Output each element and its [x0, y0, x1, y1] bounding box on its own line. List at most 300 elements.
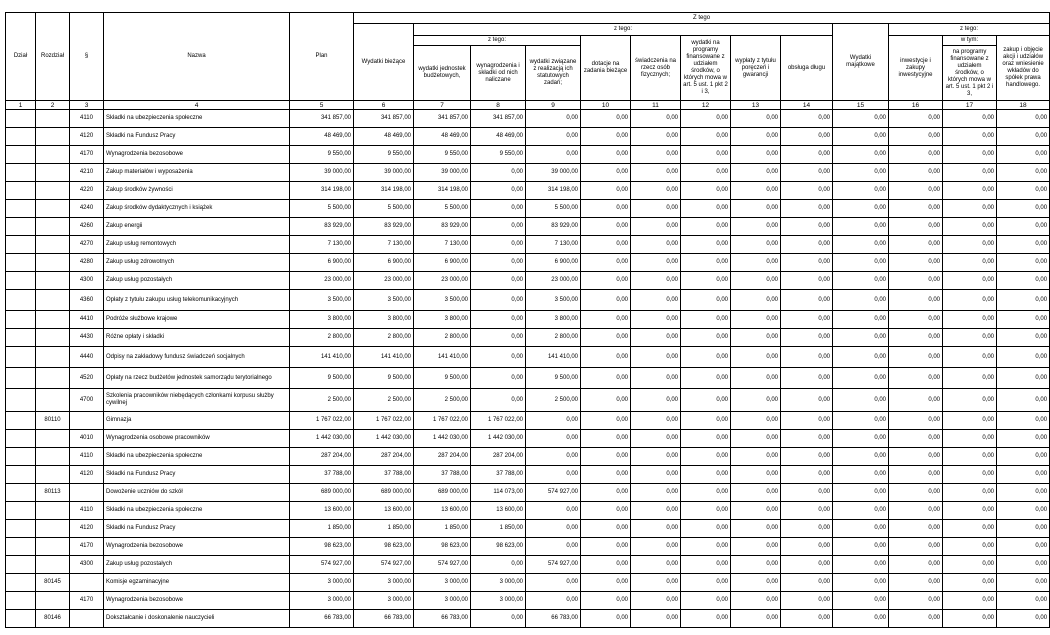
cell-wyplaty: 0,00 [731, 502, 781, 520]
cell-plan: 141 410,00 [290, 347, 354, 368]
cell-dzial [6, 610, 36, 628]
cell-nazwa: Dokształcanie i doskonalenie nauczycieli [104, 610, 290, 628]
cell-inwestycje: 0,00 [889, 484, 943, 502]
cell-programy-inwestycyjne: 0,00 [943, 412, 997, 430]
cell-wyplaty: 0,00 [731, 110, 781, 128]
cell-nazwa: Gimnazja [104, 412, 290, 430]
cell-paragraf: 4360 [70, 290, 104, 311]
cell-programy: 0,00 [681, 502, 731, 520]
cell-programy-inwestycyjne: 0,00 [943, 484, 997, 502]
cell-inwestycje: 0,00 [889, 290, 943, 311]
cell-dotacje: 0,00 [581, 538, 631, 556]
cell-inwestycje: 0,00 [889, 389, 943, 412]
cell-wydatki-statutowe: 0,00 [526, 520, 581, 538]
cell-dotacje: 0,00 [581, 254, 631, 272]
cell-dotacje: 0,00 [581, 218, 631, 236]
cell-rozdzial [36, 200, 70, 218]
column-number: 2 [36, 101, 70, 110]
table-row [6, 200, 1050, 218]
table-row [6, 311, 1050, 329]
cell-swiadczenia: 0,00 [631, 502, 681, 520]
header-programy: wydatki na programy finansowane z udziałem środków, o których mowa w art. 5 ust. 1 pkt 2 i 3, [681, 36, 731, 101]
cell-nazwa: Wynagrodzenia bezosobowe [104, 538, 290, 556]
cell-inwestycje: 0,00 [889, 200, 943, 218]
cell-akcje: 0,00 [997, 592, 1050, 610]
cell-programy-inwestycyjne: 0,00 [943, 574, 997, 592]
cell-rozdzial [36, 110, 70, 128]
cell-swiadczenia: 0,00 [631, 236, 681, 254]
cell-wyplaty: 0,00 [731, 128, 781, 146]
cell-programy: 0,00 [681, 484, 731, 502]
cell-inwestycje: 0,00 [889, 311, 943, 329]
cell-wydatki-biezace: 2 500,00 [354, 389, 414, 412]
cell-wynagrodzenia: 37 788,00 [471, 466, 526, 484]
cell-akcje: 0,00 [997, 254, 1050, 272]
cell-programy-inwestycyjne: 0,00 [943, 520, 997, 538]
cell-wydatki-jednostek: 341 857,00 [414, 110, 471, 128]
cell-wydatki-statutowe: 83 929,00 [526, 218, 581, 236]
cell-dotacje: 0,00 [581, 146, 631, 164]
cell-paragraf: 4110 [70, 448, 104, 466]
cell-paragraf: 4410 [70, 311, 104, 329]
cell-programy-inwestycyjne: 0,00 [943, 368, 997, 389]
cell-wydatki-biezace: 314 198,00 [354, 182, 414, 200]
cell-rozdzial [36, 218, 70, 236]
cell-swiadczenia: 0,00 [631, 290, 681, 311]
cell-wyplaty: 0,00 [731, 466, 781, 484]
column-number: 16 [889, 101, 943, 110]
cell-wydatki-majatkowe: 0,00 [833, 272, 889, 290]
cell-plan: 23 000,00 [290, 272, 354, 290]
column-number: 1 [6, 101, 36, 110]
cell-wydatki-statutowe: 0,00 [526, 128, 581, 146]
cell-akcje: 0,00 [997, 412, 1050, 430]
cell-wyplaty: 0,00 [731, 389, 781, 412]
table-body [6, 110, 1050, 628]
cell-plan: 37 788,00 [290, 466, 354, 484]
cell-wydatki-jednostek: 1 442 030,00 [414, 430, 471, 448]
cell-plan: 9 550,00 [290, 146, 354, 164]
cell-wydatki-biezace: 341 857,00 [354, 110, 414, 128]
cell-wydatki-biezace: 23 000,00 [354, 272, 414, 290]
cell-wydatki-biezace: 98 623,00 [354, 538, 414, 556]
cell-dotacje: 0,00 [581, 466, 631, 484]
cell-obsluga: 0,00 [781, 347, 833, 368]
cell-akcje: 0,00 [997, 200, 1050, 218]
cell-paragraf: 4110 [70, 110, 104, 128]
cell-obsluga: 0,00 [781, 329, 833, 347]
cell-nazwa: Składki na Fundusz Pracy [104, 520, 290, 538]
cell-obsluga: 0,00 [781, 311, 833, 329]
cell-inwestycje: 0,00 [889, 448, 943, 466]
cell-wyplaty: 0,00 [731, 556, 781, 574]
cell-wyplaty: 0,00 [731, 329, 781, 347]
cell-dotacje: 0,00 [581, 200, 631, 218]
cell-inwestycje: 0,00 [889, 502, 943, 520]
cell-wynagrodzenia: 341 857,00 [471, 110, 526, 128]
cell-plan: 66 783,00 [290, 610, 354, 628]
cell-wydatki-statutowe: 39 000,00 [526, 164, 581, 182]
cell-dzial [6, 329, 36, 347]
cell-swiadczenia: 0,00 [631, 412, 681, 430]
cell-plan: 314 198,00 [290, 182, 354, 200]
cell-dotacje: 0,00 [581, 368, 631, 389]
cell-wydatki-jednostek: 3 000,00 [414, 574, 471, 592]
table-row [6, 236, 1050, 254]
cell-wynagrodzenia: 1 442 030,00 [471, 430, 526, 448]
column-number: 6 [354, 101, 414, 110]
column-number: 15 [833, 101, 889, 110]
cell-wydatki-jednostek: 66 783,00 [414, 610, 471, 628]
cell-wyplaty: 0,00 [731, 448, 781, 466]
cell-obsluga: 0,00 [781, 200, 833, 218]
header-plan: Plan [290, 13, 354, 101]
cell-wydatki-majatkowe: 0,00 [833, 164, 889, 182]
cell-wyplaty: 0,00 [731, 538, 781, 556]
cell-swiadczenia: 0,00 [631, 329, 681, 347]
table-row [6, 347, 1050, 368]
cell-paragraf [70, 412, 104, 430]
cell-wyplaty: 0,00 [731, 412, 781, 430]
cell-programy-inwestycyjne: 0,00 [943, 466, 997, 484]
cell-wydatki-statutowe: 0,00 [526, 502, 581, 520]
cell-programy-inwestycyjne: 0,00 [943, 146, 997, 164]
cell-programy-inwestycyjne: 0,00 [943, 236, 997, 254]
header-wydatki-statutowe: wydatki związane z realizacją ich statutowych zadań; [526, 46, 581, 101]
column-number: 17 [943, 101, 997, 110]
cell-wydatki-majatkowe: 0,00 [833, 430, 889, 448]
cell-wydatki-statutowe: 0,00 [526, 430, 581, 448]
cell-nazwa: Wynagrodzenia bezosobowe [104, 592, 290, 610]
header-inwestycje: inwestycje i zakupy inwestycyjne [889, 36, 943, 101]
cell-wynagrodzenia: 3 000,00 [471, 574, 526, 592]
cell-programy-inwestycyjne: 0,00 [943, 128, 997, 146]
cell-obsluga: 0,00 [781, 236, 833, 254]
cell-swiadczenia: 0,00 [631, 110, 681, 128]
cell-wyplaty: 0,00 [731, 182, 781, 200]
cell-wydatki-jednostek: 2 500,00 [414, 389, 471, 412]
cell-dotacje: 0,00 [581, 574, 631, 592]
cell-wyplaty: 0,00 [731, 592, 781, 610]
cell-paragraf: 4120 [70, 128, 104, 146]
cell-inwestycje: 0,00 [889, 538, 943, 556]
cell-obsluga: 0,00 [781, 520, 833, 538]
cell-wydatki-statutowe: 0,00 [526, 110, 581, 128]
cell-wynagrodzenia: 0,00 [471, 389, 526, 412]
cell-swiadczenia: 0,00 [631, 556, 681, 574]
cell-obsluga: 0,00 [781, 389, 833, 412]
cell-swiadczenia: 0,00 [631, 430, 681, 448]
column-number: 5 [290, 101, 354, 110]
cell-dotacje: 0,00 [581, 520, 631, 538]
cell-wydatki-biezace: 3 800,00 [354, 311, 414, 329]
header-w-tym: w tym: [943, 36, 997, 46]
cell-wydatki-biezace: 37 788,00 [354, 466, 414, 484]
cell-wynagrodzenia: 0,00 [471, 311, 526, 329]
header-dzial: Dział [6, 13, 36, 101]
cell-akcje: 0,00 [997, 556, 1050, 574]
cell-rozdzial [36, 164, 70, 182]
table-row [6, 389, 1050, 412]
cell-akcje: 0,00 [997, 164, 1050, 182]
cell-obsluga: 0,00 [781, 502, 833, 520]
cell-dzial [6, 430, 36, 448]
cell-obsluga: 0,00 [781, 290, 833, 311]
cell-programy-inwestycyjne: 0,00 [943, 389, 997, 412]
cell-nazwa: Składki na Fundusz Pracy [104, 466, 290, 484]
cell-wyplaty: 0,00 [731, 520, 781, 538]
cell-programy: 0,00 [681, 164, 731, 182]
cell-dotacje: 0,00 [581, 272, 631, 290]
cell-wynagrodzenia: 0,00 [471, 164, 526, 182]
cell-nazwa: Zakup usług zdrowotnych [104, 254, 290, 272]
cell-dzial [6, 574, 36, 592]
cell-nazwa: Opłaty z tytułu zakupu usług telekomunikacyjnych [104, 290, 290, 311]
cell-programy: 0,00 [681, 200, 731, 218]
cell-wydatki-biezace: 6 900,00 [354, 254, 414, 272]
cell-wynagrodzenia: 0,00 [471, 218, 526, 236]
cell-swiadczenia: 0,00 [631, 146, 681, 164]
cell-wyplaty: 0,00 [731, 200, 781, 218]
cell-wydatki-jednostek: 37 788,00 [414, 466, 471, 484]
cell-akcje: 0,00 [997, 610, 1050, 628]
cell-swiadczenia: 0,00 [631, 610, 681, 628]
cell-dzial [6, 412, 36, 430]
header-akcje: zakup i objęcie akcji i udziałów oraz wniesienie wkładów do spółek prawa handlowego. [997, 36, 1050, 101]
cell-programy: 0,00 [681, 329, 731, 347]
cell-inwestycje: 0,00 [889, 128, 943, 146]
cell-wydatki-jednostek: 9 500,00 [414, 368, 471, 389]
header-z-tego-biezace: z tego: [414, 24, 833, 36]
cell-plan: 689 000,00 [290, 484, 354, 502]
cell-paragraf: 4300 [70, 556, 104, 574]
cell-plan: 39 000,00 [290, 164, 354, 182]
header-obsluga: obsługa długu [781, 36, 833, 101]
cell-akcje: 0,00 [997, 236, 1050, 254]
cell-inwestycje: 0,00 [889, 329, 943, 347]
cell-wynagrodzenia: 0,00 [471, 200, 526, 218]
cell-obsluga: 0,00 [781, 556, 833, 574]
cell-obsluga: 0,00 [781, 448, 833, 466]
cell-wyplaty: 0,00 [731, 146, 781, 164]
cell-wynagrodzenia: 0,00 [471, 236, 526, 254]
cell-nazwa: Składki na ubezpieczenia społeczne [104, 110, 290, 128]
cell-dotacje: 0,00 [581, 311, 631, 329]
cell-nazwa: Wynagrodzenia osobowe pracowników [104, 430, 290, 448]
cell-wydatki-statutowe: 574 927,00 [526, 556, 581, 574]
cell-wydatki-majatkowe: 0,00 [833, 329, 889, 347]
cell-programy: 0,00 [681, 538, 731, 556]
cell-nazwa: Zakup energii [104, 218, 290, 236]
cell-programy: 0,00 [681, 412, 731, 430]
cell-programy: 0,00 [681, 290, 731, 311]
cell-plan: 3 000,00 [290, 592, 354, 610]
cell-obsluga: 0,00 [781, 592, 833, 610]
cell-wydatki-statutowe: 0,00 [526, 574, 581, 592]
cell-swiadczenia: 0,00 [631, 200, 681, 218]
cell-programy: 0,00 [681, 574, 731, 592]
cell-wydatki-majatkowe: 0,00 [833, 556, 889, 574]
cell-wydatki-statutowe: 0,00 [526, 412, 581, 430]
header-wydatki-biezace: Wydatki bieżące [354, 24, 414, 101]
cell-programy: 0,00 [681, 556, 731, 574]
cell-programy-inwestycyjne: 0,00 [943, 502, 997, 520]
table-row [6, 128, 1050, 146]
cell-plan: 6 900,00 [290, 254, 354, 272]
cell-programy-inwestycyjne: 0,00 [943, 311, 997, 329]
table-row [6, 272, 1050, 290]
cell-rozdzial [36, 556, 70, 574]
cell-wydatki-biezace: 3 500,00 [354, 290, 414, 311]
cell-paragraf [70, 484, 104, 502]
cell-swiadczenia: 0,00 [631, 182, 681, 200]
cell-swiadczenia: 0,00 [631, 272, 681, 290]
table-row [6, 146, 1050, 164]
table-row [6, 290, 1050, 311]
cell-wydatki-majatkowe: 0,00 [833, 412, 889, 430]
cell-rozdzial [36, 272, 70, 290]
cell-paragraf: 4210 [70, 164, 104, 182]
cell-obsluga: 0,00 [781, 164, 833, 182]
cell-dotacje: 0,00 [581, 236, 631, 254]
cell-nazwa: Opłaty na rzecz budżetów jednostek samorządu terytorialnego [104, 368, 290, 389]
cell-plan: 287 204,00 [290, 448, 354, 466]
table-row [6, 502, 1050, 520]
cell-wydatki-majatkowe: 0,00 [833, 146, 889, 164]
cell-wydatki-majatkowe: 0,00 [833, 466, 889, 484]
cell-nazwa: Szkolenia pracowników niebędących członkami korpusu służby cywilnej [104, 389, 290, 412]
table-row [6, 610, 1050, 628]
cell-akcje: 0,00 [997, 218, 1050, 236]
cell-plan: 3 800,00 [290, 311, 354, 329]
table-row [6, 164, 1050, 182]
cell-wydatki-majatkowe: 0,00 [833, 448, 889, 466]
cell-nazwa: Składki na ubezpieczenia społeczne [104, 448, 290, 466]
cell-wynagrodzenia: 0,00 [471, 368, 526, 389]
cell-wydatki-jednostek: 9 550,00 [414, 146, 471, 164]
cell-rozdzial [36, 592, 70, 610]
cell-rozdzial [36, 128, 70, 146]
cell-wydatki-jednostek: 3 800,00 [414, 311, 471, 329]
cell-programy-inwestycyjne: 0,00 [943, 200, 997, 218]
cell-wydatki-biezace: 689 000,00 [354, 484, 414, 502]
cell-akcje: 0,00 [997, 389, 1050, 412]
header-z-tego-majatkowe: z tego: [889, 24, 1050, 36]
column-number: 8 [471, 101, 526, 110]
cell-akcje: 0,00 [997, 368, 1050, 389]
cell-plan: 2 800,00 [290, 329, 354, 347]
header-wydatki-majatkowe: Wydatki majątkowe [833, 24, 889, 101]
cell-inwestycje: 0,00 [889, 592, 943, 610]
cell-dotacje: 0,00 [581, 182, 631, 200]
cell-rozdzial [36, 236, 70, 254]
cell-plan: 9 500,00 [290, 368, 354, 389]
table-row [6, 329, 1050, 347]
cell-rozdzial [36, 448, 70, 466]
cell-paragraf: 4520 [70, 368, 104, 389]
header-dotacje: dotacje na zadania bieżące [581, 36, 631, 101]
cell-dzial [6, 592, 36, 610]
cell-wydatki-jednostek: 98 623,00 [414, 538, 471, 556]
table-row [6, 520, 1050, 538]
cell-wydatki-biezace: 2 800,00 [354, 329, 414, 347]
cell-wydatki-jednostek: 6 900,00 [414, 254, 471, 272]
table-row [6, 254, 1050, 272]
cell-inwestycje: 0,00 [889, 412, 943, 430]
cell-plan: 13 600,00 [290, 502, 354, 520]
cell-akcje: 0,00 [997, 128, 1050, 146]
cell-dotacje: 0,00 [581, 128, 631, 146]
cell-plan: 1 767 022,00 [290, 412, 354, 430]
cell-wyplaty: 0,00 [731, 311, 781, 329]
column-number: 14 [781, 101, 833, 110]
cell-dzial [6, 538, 36, 556]
cell-wyplaty: 0,00 [731, 236, 781, 254]
cell-wyplaty: 0,00 [731, 347, 781, 368]
cell-wydatki-biezace: 9 500,00 [354, 368, 414, 389]
cell-paragraf: 4430 [70, 329, 104, 347]
cell-plan: 7 130,00 [290, 236, 354, 254]
cell-wynagrodzenia: 9 550,00 [471, 146, 526, 164]
cell-wydatki-biezace: 48 469,00 [354, 128, 414, 146]
cell-wynagrodzenia: 3 000,00 [471, 592, 526, 610]
cell-wydatki-statutowe: 6 900,00 [526, 254, 581, 272]
cell-paragraf: 4170 [70, 146, 104, 164]
cell-dotacje: 0,00 [581, 164, 631, 182]
cell-swiadczenia: 0,00 [631, 254, 681, 272]
cell-obsluga: 0,00 [781, 272, 833, 290]
cell-wydatki-jednostek: 5 500,00 [414, 200, 471, 218]
cell-wydatki-statutowe: 314 198,00 [526, 182, 581, 200]
cell-dzial [6, 218, 36, 236]
cell-plan: 1 850,00 [290, 520, 354, 538]
column-number-row [6, 101, 1050, 110]
cell-inwestycje: 0,00 [889, 110, 943, 128]
cell-nazwa: Różne opłaty i składki [104, 329, 290, 347]
cell-inwestycje: 0,00 [889, 254, 943, 272]
header-swiadczenia: świadczenia na rzecz osób fizycznych; [631, 36, 681, 101]
cell-akcje: 0,00 [997, 290, 1050, 311]
cell-inwestycje: 0,00 [889, 520, 943, 538]
cell-wydatki-biezace: 13 600,00 [354, 502, 414, 520]
cell-dzial [6, 347, 36, 368]
cell-dotacje: 0,00 [581, 389, 631, 412]
cell-wydatki-majatkowe: 0,00 [833, 389, 889, 412]
cell-dotacje: 0,00 [581, 592, 631, 610]
cell-swiadczenia: 0,00 [631, 347, 681, 368]
cell-dzial [6, 236, 36, 254]
cell-swiadczenia: 0,00 [631, 484, 681, 502]
cell-obsluga: 0,00 [781, 538, 833, 556]
cell-akcje: 0,00 [997, 430, 1050, 448]
table-row [6, 466, 1050, 484]
cell-swiadczenia: 0,00 [631, 448, 681, 466]
cell-wyplaty: 0,00 [731, 290, 781, 311]
cell-inwestycje: 0,00 [889, 610, 943, 628]
cell-wydatki-jednostek: 3 500,00 [414, 290, 471, 311]
cell-programy: 0,00 [681, 520, 731, 538]
cell-plan: 574 927,00 [290, 556, 354, 574]
cell-wydatki-statutowe: 0,00 [526, 448, 581, 466]
cell-programy-inwestycyjne: 0,00 [943, 272, 997, 290]
cell-rozdzial [36, 368, 70, 389]
cell-dotacje: 0,00 [581, 430, 631, 448]
cell-obsluga: 0,00 [781, 430, 833, 448]
cell-wydatki-biezace: 66 783,00 [354, 610, 414, 628]
cell-wyplaty: 0,00 [731, 368, 781, 389]
cell-programy: 0,00 [681, 128, 731, 146]
cell-wydatki-statutowe: 0,00 [526, 538, 581, 556]
